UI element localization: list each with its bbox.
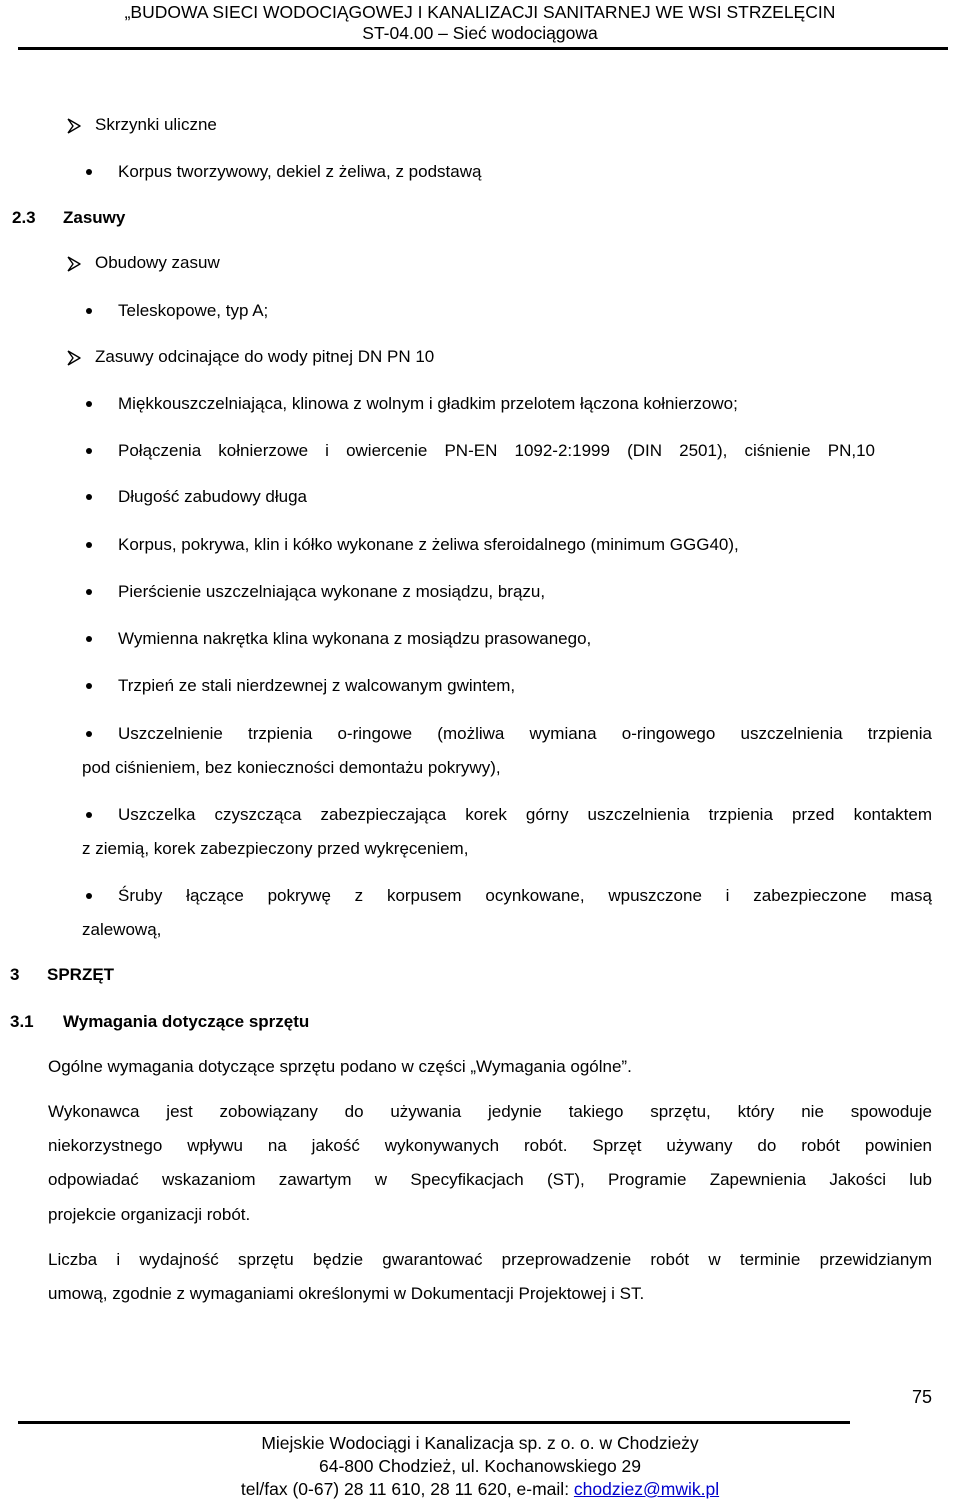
header-title-line2: ST-04.00 – Sieć wodociągowa [362, 23, 598, 43]
bullet-icon [86, 683, 92, 689]
list-item-line: z ziemią, korek zabezpieczony przed wykręceniem, [82, 839, 469, 858]
footer-email-link[interactable]: chodziez@mwik.pl [573, 1479, 720, 1499]
list-item: Długość zabudowy długa [118, 487, 308, 506]
list-item: Korpus, pokrywa, klin i kółko wykonane z żeliwa sferoidalnego (minimum GGG40), [118, 535, 739, 554]
footer-company: Miejskie Wodociągi i Kanalizacja sp. z o. o. w Chodzieży [261, 1433, 699, 1453]
bullet-icon [86, 448, 92, 454]
bullet-icon [86, 169, 92, 175]
section-title: Wymagania dotyczące sprzętu [63, 1012, 310, 1031]
arrowhead-icon [66, 256, 82, 272]
list-item: Pierścienie uszczelniająca wykonane z mosiądzu, brązu, [118, 582, 546, 601]
header-divider [18, 47, 948, 50]
bullet-icon [86, 308, 92, 314]
list-heading-zasuwy-odcinajace: Zasuwy odcinające do wody pitnej DN PN 10 [95, 347, 435, 366]
section-title: Zasuwy [63, 208, 126, 227]
bullet-icon [86, 494, 92, 500]
paragraph-line: odpowiadać wskazaniom zawartym w Specyfikacjach (ST), Programie Zapewnienia Jakości lub [48, 1170, 932, 1189]
bullet-icon [86, 636, 92, 642]
footer-phone: tel/fax (0-67) 28 11 610, 28 11 620, e-mail: [240, 1479, 574, 1499]
bullet-icon [86, 542, 92, 548]
list-item: Wymienna nakrętka klina wykonana z mosiądzu prasowanego, [118, 629, 592, 648]
list-item: Teleskopowe, typ A; [118, 301, 269, 320]
header-title-line1: „BUDOWA SIECI WODOCIĄGOWEJ I KANALIZACJI SANITARNEJ WE WSI STRZELĘCIN [124, 2, 836, 22]
bullet-icon [86, 589, 92, 595]
page-number: 75 [911, 1387, 932, 1407]
list-item: Połączenia kołnierzowe i owiercenie PN-EN 1092-2:1999 (DIN 2501), ciśnienie PN,10 [118, 441, 875, 460]
section-title: SPRZĘT [47, 965, 115, 984]
list-item-line: Uszczelnienie trzpienia o-ringowe (możliwa wymiana o-ringowego uszczelnienia trzpienia [118, 724, 932, 743]
list-item: Trzpień ze stali nierdzewnej z walcowanym gwintem, [118, 676, 516, 695]
paragraph-line: projekcie organizacji robót. [48, 1205, 251, 1224]
paragraph-line: Liczba i wydajność sprzętu będzie gwarantować przeprowadzenie robót w terminie przewidzianym [48, 1250, 932, 1269]
list-item-line: zalewową, [82, 920, 162, 939]
bullet-icon [86, 401, 92, 407]
footer-contact [0, 1479, 960, 1499]
list-item-line: Uszczelka czyszcząca zabezpieczająca korek górny uszczelnienia trzpienia przed kontaktem [118, 805, 932, 824]
section-number: 2.3 [12, 208, 36, 227]
paragraph-line: umową, zgodnie z wymaganiami określonymi w Dokumentacji Projektowej i ST. [48, 1284, 645, 1303]
section-number: 3 [10, 965, 20, 984]
arrowhead-icon [66, 350, 82, 366]
list-item: Miękkouszczelniająca, klinowa z wolnym i gładkim przelotem łączona kołnierzowo; [118, 394, 738, 413]
footer-address: 64-800 Chodzież, ul. Kochanowskiego 29 [318, 1456, 641, 1476]
paragraph: Ogólne wymagania dotyczące sprzętu podano w części „Wymagania ogólne”. [48, 1057, 632, 1076]
arrowhead-icon [66, 118, 82, 134]
list-item-line: Śruby łączące pokrywę z korpusem ocynkowane, wpuszczone i zabezpieczone masą [118, 886, 932, 905]
list-heading-skrzynki: Skrzynki uliczne [95, 115, 217, 134]
list-item-line: pod ciśnieniem, bez konieczności demontażu pokrywy), [82, 758, 501, 777]
paragraph-line: niekorzystnego wpływu na jakość wykonywanych robót. Sprzęt używany do robót powinien [48, 1136, 932, 1155]
section-number: 3.1 [10, 1012, 34, 1031]
paragraph-line: Wykonawca jest zobowiązany do używania jedynie takiego sprzętu, który nie spowoduje [48, 1102, 932, 1121]
bullet-icon [86, 812, 92, 818]
list-heading-obudowy: Obudowy zasuw [95, 253, 220, 272]
bullet-icon [86, 893, 92, 899]
footer-divider [18, 1421, 850, 1424]
bullet-icon [86, 731, 92, 737]
list-item: Korpus tworzywowy, dekiel z żeliwa, z podstawą [118, 162, 482, 181]
